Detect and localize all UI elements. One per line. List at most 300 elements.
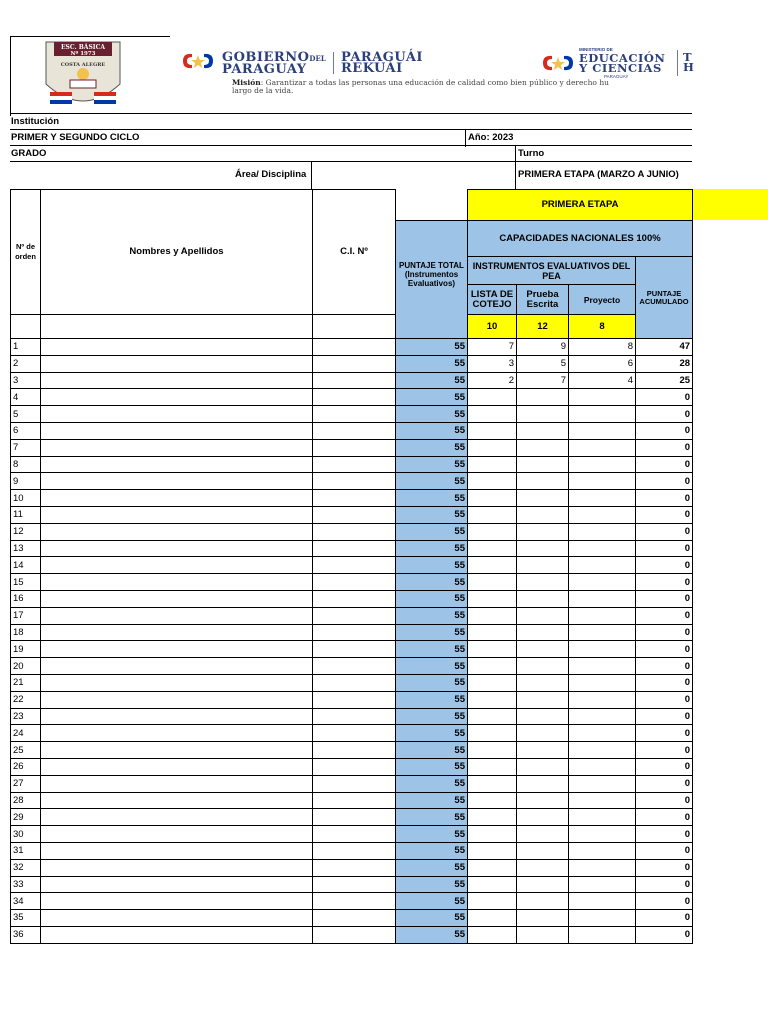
row-nombre-cell[interactable] xyxy=(41,641,313,658)
row-proyecto[interactable] xyxy=(569,792,636,809)
row-lista-cotejo[interactable] xyxy=(468,607,517,624)
row-ci-cell[interactable] xyxy=(313,641,396,658)
row-orden: 30 xyxy=(11,826,41,843)
row-puntaje-acumulado: 0 xyxy=(636,523,693,540)
row-puntaje-total: 55 xyxy=(396,725,468,742)
table-row xyxy=(11,624,693,641)
row-orden: 21 xyxy=(11,674,41,691)
ci-header-bottom xyxy=(313,315,396,339)
row-nombre-cell[interactable] xyxy=(41,624,313,641)
row-nombre-cell[interactable] xyxy=(41,691,313,708)
anio-label: Año: 2023 xyxy=(468,132,514,143)
mec-cut-line1: T xyxy=(683,50,692,64)
row-ci-cell[interactable] xyxy=(313,910,396,927)
row-ci-cell[interactable] xyxy=(313,708,396,725)
row-ci-cell[interactable] xyxy=(313,355,396,372)
row-lista-cotejo[interactable] xyxy=(468,523,517,540)
row-lista-cotejo[interactable] xyxy=(468,859,517,876)
row-prueba-escrita[interactable] xyxy=(517,910,569,927)
row-proyecto[interactable] xyxy=(569,893,636,910)
row-lista-cotejo[interactable] xyxy=(468,910,517,927)
row-nombre-cell[interactable] xyxy=(41,574,313,591)
row-proyecto[interactable] xyxy=(569,590,636,607)
row-ci-cell[interactable] xyxy=(313,742,396,759)
row-lista-cotejo[interactable] xyxy=(468,624,517,641)
row-ci-cell[interactable] xyxy=(313,557,396,574)
row-puntaje-acumulado: 0 xyxy=(636,910,693,927)
row-nombre-cell[interactable] xyxy=(41,439,313,456)
institucion-label: Institución xyxy=(11,116,60,127)
row-ci-cell[interactable] xyxy=(313,842,396,859)
row-prueba-escrita[interactable] xyxy=(517,708,569,725)
table-row xyxy=(11,674,693,691)
row-ci-cell[interactable] xyxy=(313,775,396,792)
row-ci-cell[interactable] xyxy=(313,389,396,406)
row-ci-cell[interactable] xyxy=(313,339,396,356)
row-puntaje-total: 55 xyxy=(396,422,468,439)
row-ci-cell[interactable] xyxy=(313,590,396,607)
table-row xyxy=(11,641,693,658)
row-ci-cell[interactable] xyxy=(313,691,396,708)
etapa-spacer xyxy=(396,190,468,221)
row-ci-cell[interactable] xyxy=(313,422,396,439)
row-prueba-escrita[interactable] xyxy=(517,439,569,456)
row-puntaje-acumulado: 0 xyxy=(636,658,693,675)
row-nombre-cell[interactable] xyxy=(41,590,313,607)
table-row xyxy=(11,590,693,607)
row-orden: 4 xyxy=(11,389,41,406)
row-nombre-cell[interactable] xyxy=(41,557,313,574)
table-row xyxy=(11,758,693,775)
row-proyecto[interactable] xyxy=(569,540,636,557)
row-orden: 28 xyxy=(11,792,41,809)
table-row xyxy=(11,910,693,927)
row-prueba-escrita[interactable] xyxy=(517,792,569,809)
row-ci-cell[interactable] xyxy=(313,758,396,775)
left-border-line xyxy=(10,36,11,116)
row-puntaje-total: 55 xyxy=(396,809,468,826)
row-lista-cotejo[interactable] xyxy=(468,674,517,691)
row-lista-cotejo[interactable] xyxy=(468,876,517,893)
row-nombre-cell[interactable] xyxy=(41,792,313,809)
row-proyecto[interactable] xyxy=(569,842,636,859)
row-proyecto[interactable] xyxy=(569,910,636,927)
row-lista-cotejo[interactable] xyxy=(468,506,517,523)
row-nombre-cell[interactable] xyxy=(41,758,313,775)
row-orden: 25 xyxy=(11,742,41,759)
row-nombre-cell[interactable] xyxy=(41,826,313,843)
max-prueba: 12 xyxy=(517,315,569,339)
row-orden: 1 xyxy=(11,339,41,356)
col-ci-header: C.I. Nº xyxy=(313,190,396,315)
row-nombre-cell[interactable] xyxy=(41,708,313,725)
puntaje-acumulado-header: PUNTAJE ACUMULADO xyxy=(636,257,693,339)
row-prueba-escrita[interactable] xyxy=(517,389,569,406)
row-puntaje-total: 55 xyxy=(396,658,468,675)
gobierno-line2: PARAGUAY xyxy=(222,62,307,77)
row-lista-cotejo[interactable] xyxy=(468,842,517,859)
table-row xyxy=(11,893,693,910)
row-prueba-escrita[interactable] xyxy=(517,557,569,574)
table-row xyxy=(11,775,693,792)
school-logo-line3: COSTA ALEGRE xyxy=(60,62,106,68)
row-prueba-escrita[interactable] xyxy=(517,473,569,490)
row-proyecto[interactable] xyxy=(569,775,636,792)
row-puntaje-total: 55 xyxy=(396,842,468,859)
table-row xyxy=(11,557,693,574)
row-puntaje-acumulado: 0 xyxy=(636,607,693,624)
row-puntaje-total: 55 xyxy=(396,406,468,423)
row-puntaje-total: 55 xyxy=(396,372,468,389)
row-proyecto[interactable] xyxy=(569,490,636,507)
max-proyecto: 8 xyxy=(569,315,636,339)
mec-cut-line2: H xyxy=(683,60,694,74)
row-prueba-escrita[interactable] xyxy=(517,742,569,759)
grado-label: GRADO xyxy=(11,148,47,159)
row-prueba-escrita[interactable] xyxy=(517,641,569,658)
row-puntaje-acumulado: 0 xyxy=(636,926,693,943)
table-row xyxy=(11,658,693,675)
row-nombre-cell[interactable] xyxy=(41,607,313,624)
row-prueba-escrita[interactable] xyxy=(517,758,569,775)
row-puntaje-acumulado: 0 xyxy=(636,456,693,473)
table-row xyxy=(11,809,693,826)
table-row xyxy=(11,792,693,809)
row-proyecto[interactable] xyxy=(569,574,636,591)
row-ci-cell[interactable] xyxy=(313,540,396,557)
row-proyecto[interactable]: 6 xyxy=(569,355,636,372)
table-row xyxy=(11,372,693,389)
row-nombre-cell[interactable] xyxy=(41,742,313,759)
row-orden: 20 xyxy=(11,658,41,675)
row-orden: 33 xyxy=(11,876,41,893)
gobierno-del: DEL xyxy=(309,54,326,63)
row-prueba-escrita[interactable]: 5 xyxy=(517,355,569,372)
row-lista-cotejo[interactable] xyxy=(468,691,517,708)
row-puntaje-acumulado: 0 xyxy=(636,422,693,439)
row-nombre-cell[interactable] xyxy=(41,725,313,742)
row-ci-cell[interactable] xyxy=(313,456,396,473)
row-nombre-cell[interactable] xyxy=(41,926,313,943)
school-logo-line1: ESC. BÁSICA xyxy=(60,44,106,51)
area-divider-2 xyxy=(515,161,516,189)
row-puntaje-total: 55 xyxy=(396,859,468,876)
row-puntaje-acumulado: 0 xyxy=(636,439,693,456)
gobierno-separator xyxy=(333,52,334,74)
row-nombre-cell[interactable] xyxy=(41,490,313,507)
row-proyecto[interactable] xyxy=(569,439,636,456)
row-lista-cotejo[interactable]: 7 xyxy=(468,339,517,356)
row-lista-cotejo[interactable] xyxy=(468,540,517,557)
row-nombre-cell[interactable] xyxy=(41,540,313,557)
row-prueba-escrita[interactable] xyxy=(517,422,569,439)
row-proyecto[interactable] xyxy=(569,758,636,775)
row-prueba-escrita[interactable]: 7 xyxy=(517,372,569,389)
row-lista-cotejo[interactable] xyxy=(468,926,517,943)
row-lista-cotejo[interactable] xyxy=(468,809,517,826)
row-prueba-escrita[interactable] xyxy=(517,775,569,792)
row-prueba-escrita[interactable] xyxy=(517,540,569,557)
row-lista-cotejo[interactable] xyxy=(468,826,517,843)
row-puntaje-total: 55 xyxy=(396,792,468,809)
row-lista-cotejo[interactable]: 2 xyxy=(468,372,517,389)
row-ci-cell[interactable] xyxy=(313,876,396,893)
table-row xyxy=(11,691,693,708)
row-nombre-cell[interactable] xyxy=(41,658,313,675)
row-prueba-escrita[interactable] xyxy=(517,523,569,540)
row-orden: 36 xyxy=(11,926,41,943)
mision-body: : Garantizar a todas las personas una educación de calidad como bien público y derecho hu xyxy=(260,79,609,87)
row-prueba-escrita[interactable] xyxy=(517,590,569,607)
row-prueba-escrita[interactable] xyxy=(517,926,569,943)
row-puntaje-total: 55 xyxy=(396,557,468,574)
mec-line1: EDUCACIÓN xyxy=(579,51,666,65)
row-puntaje-total: 55 xyxy=(396,893,468,910)
prueba-escrita-header: Prueba Escrita xyxy=(517,285,569,315)
row-lista-cotejo[interactable] xyxy=(468,708,517,725)
row-lista-cotejo[interactable] xyxy=(468,574,517,591)
row-lista-cotejo[interactable] xyxy=(468,893,517,910)
table-row xyxy=(11,607,693,624)
row-puntaje-total: 55 xyxy=(396,691,468,708)
mec-ministerio: MINISTERIO DE xyxy=(579,47,613,52)
row-proyecto[interactable] xyxy=(569,557,636,574)
table-row xyxy=(11,389,693,406)
row-prueba-escrita[interactable] xyxy=(517,607,569,624)
row-puntaje-total: 55 xyxy=(396,506,468,523)
row-proyecto[interactable] xyxy=(569,506,636,523)
row-nombre-cell[interactable] xyxy=(41,422,313,439)
row-prueba-escrita[interactable] xyxy=(517,506,569,523)
row-nombre-cell[interactable] xyxy=(41,372,313,389)
row-proyecto[interactable] xyxy=(569,674,636,691)
row-lista-cotejo[interactable] xyxy=(468,725,517,742)
row-nombre-cell[interactable] xyxy=(41,859,313,876)
row-prueba-escrita[interactable] xyxy=(517,809,569,826)
row-nombre-cell[interactable] xyxy=(41,876,313,893)
row-nombre-cell[interactable] xyxy=(41,456,313,473)
row-puntaje-acumulado: 0 xyxy=(636,590,693,607)
mec-line2: Y CIENCIAS xyxy=(579,61,662,75)
row-nombre-cell[interactable] xyxy=(41,775,313,792)
row-prueba-escrita[interactable] xyxy=(517,574,569,591)
row-puntaje-acumulado: 0 xyxy=(636,876,693,893)
row-lista-cotejo[interactable] xyxy=(468,389,517,406)
row-prueba-escrita[interactable] xyxy=(517,725,569,742)
row-prueba-escrita[interactable] xyxy=(517,826,569,843)
row-proyecto[interactable] xyxy=(569,523,636,540)
row-lista-cotejo[interactable] xyxy=(468,406,517,423)
row-ci-cell[interactable] xyxy=(313,725,396,742)
row-lista-cotejo[interactable] xyxy=(468,473,517,490)
table-row xyxy=(11,523,693,540)
row-ci-cell[interactable] xyxy=(313,792,396,809)
row-nombre-cell[interactable] xyxy=(41,506,313,523)
row-puntaje-acumulado: 0 xyxy=(636,826,693,843)
row-lista-cotejo[interactable] xyxy=(468,439,517,456)
row-puntaje-acumulado: 0 xyxy=(636,641,693,658)
row-nombre-cell[interactable] xyxy=(41,339,313,356)
row-orden: 24 xyxy=(11,725,41,742)
row-proyecto[interactable] xyxy=(569,691,636,708)
row-nombre-cell[interactable] xyxy=(41,674,313,691)
row-puntaje-total: 55 xyxy=(396,339,468,356)
row-lista-cotejo[interactable] xyxy=(468,775,517,792)
row-nombre-cell[interactable] xyxy=(41,893,313,910)
row-nombre-cell[interactable] xyxy=(41,842,313,859)
row-lista-cotejo[interactable] xyxy=(468,742,517,759)
row-proyecto[interactable]: 4 xyxy=(569,372,636,389)
row-orden: 6 xyxy=(11,422,41,439)
row-ci-cell[interactable] xyxy=(313,473,396,490)
row-orden: 14 xyxy=(11,557,41,574)
row-prueba-escrita[interactable] xyxy=(517,859,569,876)
school-logo-line2: Nº 1973 xyxy=(70,51,96,57)
row-nombre-cell[interactable] xyxy=(41,406,313,423)
row-prueba-escrita[interactable] xyxy=(517,691,569,708)
row-ci-cell[interactable] xyxy=(313,658,396,675)
row-ci-cell[interactable] xyxy=(313,607,396,624)
row-proyecto[interactable] xyxy=(569,658,636,675)
row-puntaje-acumulado: 0 xyxy=(636,406,693,423)
row-nombre-cell[interactable] xyxy=(41,473,313,490)
row-proyecto[interactable] xyxy=(569,607,636,624)
row-proyecto[interactable] xyxy=(569,406,636,423)
mision-text xyxy=(232,79,692,95)
row-lista-cotejo[interactable] xyxy=(468,557,517,574)
area-divider-1 xyxy=(311,161,312,189)
row-puntaje-total: 55 xyxy=(396,826,468,843)
row-puntaje-total: 55 xyxy=(396,490,468,507)
row-prueba-escrita[interactable] xyxy=(517,658,569,675)
row-puntaje-acumulado: 0 xyxy=(636,557,693,574)
row-orden: 12 xyxy=(11,523,41,540)
row-puntaje-acumulado: 0 xyxy=(636,725,693,742)
table-row xyxy=(11,456,693,473)
row-proyecto[interactable] xyxy=(569,809,636,826)
row-proyecto[interactable] xyxy=(569,456,636,473)
row-lista-cotejo[interactable]: 3 xyxy=(468,355,517,372)
row-ci-cell[interactable] xyxy=(313,674,396,691)
row-proyecto[interactable] xyxy=(569,725,636,742)
row-puntaje-acumulado: 0 xyxy=(636,624,693,641)
row-ci-cell[interactable] xyxy=(313,826,396,843)
row-puntaje-acumulado: 0 xyxy=(636,758,693,775)
row-puntaje-total: 55 xyxy=(396,742,468,759)
row-puntaje-total: 55 xyxy=(396,473,468,490)
row-nombre-cell[interactable] xyxy=(41,355,313,372)
table-row xyxy=(11,574,693,591)
row-ci-cell[interactable] xyxy=(313,574,396,591)
row-proyecto[interactable] xyxy=(569,641,636,658)
row-prueba-escrita[interactable] xyxy=(517,624,569,641)
row-proyecto[interactable] xyxy=(569,422,636,439)
nombres-header-bottom xyxy=(41,315,313,339)
row-lista-cotejo[interactable] xyxy=(468,456,517,473)
row-orden: 32 xyxy=(11,859,41,876)
row-lista-cotejo[interactable] xyxy=(468,658,517,675)
row-proyecto[interactable] xyxy=(569,473,636,490)
row-proyecto[interactable] xyxy=(569,859,636,876)
row-prueba-escrita[interactable] xyxy=(517,842,569,859)
row-ci-cell[interactable] xyxy=(313,439,396,456)
proyecto-header: Proyecto xyxy=(569,285,636,315)
table-row xyxy=(11,339,693,356)
row-puntaje-acumulado: 0 xyxy=(636,859,693,876)
row-nombre-cell[interactable] xyxy=(41,389,313,406)
row-puntaje-total: 55 xyxy=(396,389,468,406)
row-puntaje-total: 55 xyxy=(396,775,468,792)
table-row xyxy=(11,422,693,439)
row-proyecto[interactable] xyxy=(569,708,636,725)
row-nombre-cell[interactable] xyxy=(41,910,313,927)
row-ci-cell[interactable] xyxy=(313,506,396,523)
row-lista-cotejo[interactable] xyxy=(468,758,517,775)
row-prueba-escrita[interactable] xyxy=(517,674,569,691)
row-puntaje-total: 55 xyxy=(396,708,468,725)
row-puntaje-acumulado: 0 xyxy=(636,540,693,557)
row-lista-cotejo[interactable] xyxy=(468,641,517,658)
area-row xyxy=(10,161,692,189)
row-ci-cell[interactable] xyxy=(313,859,396,876)
row-proyecto[interactable] xyxy=(569,389,636,406)
row-proyecto[interactable] xyxy=(569,826,636,843)
mec-text xyxy=(579,53,665,73)
row-puntaje-total: 55 xyxy=(396,439,468,456)
row-lista-cotejo[interactable] xyxy=(468,792,517,809)
row-nombre-cell[interactable] xyxy=(41,809,313,826)
row-nombre-cell[interactable] xyxy=(41,523,313,540)
row-prueba-escrita[interactable] xyxy=(517,406,569,423)
row-prueba-escrita[interactable] xyxy=(517,456,569,473)
row-puntaje-total: 55 xyxy=(396,674,468,691)
row-ci-cell[interactable] xyxy=(313,926,396,943)
row-proyecto[interactable] xyxy=(569,742,636,759)
row-ci-cell[interactable] xyxy=(313,490,396,507)
row-proyecto[interactable]: 8 xyxy=(569,339,636,356)
gobierno-star-icon xyxy=(180,50,216,77)
ciclo-row xyxy=(10,129,692,146)
row-orden: 10 xyxy=(11,490,41,507)
row-prueba-escrita[interactable]: 9 xyxy=(517,339,569,356)
row-prueba-escrita[interactable] xyxy=(517,876,569,893)
row-proyecto[interactable] xyxy=(569,876,636,893)
row-prueba-escrita[interactable] xyxy=(517,893,569,910)
row-ci-cell[interactable] xyxy=(313,372,396,389)
row-puntaje-acumulado: 0 xyxy=(636,473,693,490)
row-ci-cell[interactable] xyxy=(313,406,396,423)
row-lista-cotejo[interactable] xyxy=(468,590,517,607)
row-ci-cell[interactable] xyxy=(313,523,396,540)
row-ci-cell[interactable] xyxy=(313,809,396,826)
table-row xyxy=(11,506,693,523)
table-row xyxy=(11,842,693,859)
gobierno-text xyxy=(222,52,326,75)
lista-cotejo-header: LISTA DE COTEJO xyxy=(468,285,517,315)
row-orden: 2 xyxy=(11,355,41,372)
row-lista-cotejo[interactable] xyxy=(468,490,517,507)
row-proyecto[interactable] xyxy=(569,624,636,641)
row-puntaje-total: 55 xyxy=(396,624,468,641)
row-ci-cell[interactable] xyxy=(313,624,396,641)
row-prueba-escrita[interactable] xyxy=(517,490,569,507)
top-border-line xyxy=(10,36,170,37)
row-lista-cotejo[interactable] xyxy=(468,422,517,439)
row-orden: 18 xyxy=(11,624,41,641)
row-puntaje-total: 55 xyxy=(396,910,468,927)
row-ci-cell[interactable] xyxy=(313,893,396,910)
row-proyecto[interactable] xyxy=(569,926,636,943)
